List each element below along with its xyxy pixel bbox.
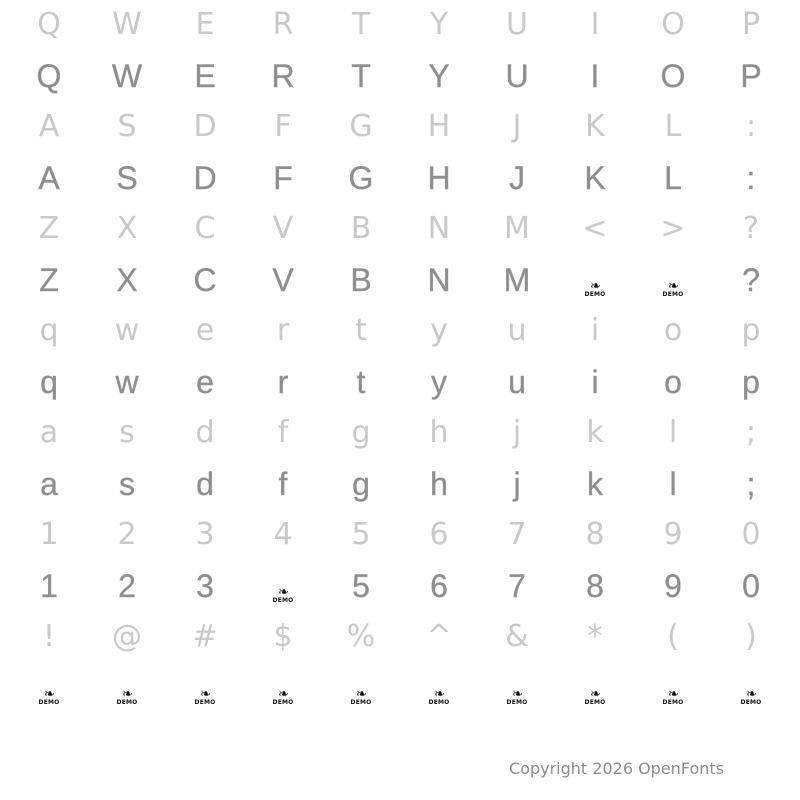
demo-stamp-leaves: ❧ (746, 685, 756, 701)
demo-stamp-label: DEMO (194, 698, 216, 706)
glyph-cell: ; (745, 415, 757, 450)
glyph-cell: K (585, 109, 605, 144)
demo-stamp-label: DEMO (272, 698, 294, 706)
glyph-cell: s (119, 415, 135, 450)
glyph-cell: L (664, 109, 682, 144)
glyph-cell: % (346, 619, 376, 654)
glyph-cell: I (590, 7, 600, 42)
demo-stamp-icon (400, 671, 478, 706)
glyph-cell: q (39, 313, 59, 348)
glyph-cell: g (352, 466, 370, 502)
glyph-cell: M (503, 262, 531, 298)
glyph-cell: g (351, 415, 371, 450)
demo-stamp-leaves: ❧ (590, 685, 600, 701)
demo-stamp-leaves: ❧ (356, 685, 366, 701)
demo-stamp-leaves: ❧ (512, 685, 522, 701)
glyph-cell: D (193, 160, 217, 196)
glyph-cell: l (669, 466, 677, 502)
glyph-cell: * (587, 619, 603, 654)
demo-stamp-icon (244, 671, 322, 706)
glyph-cell: 1 (40, 568, 58, 604)
glyph-cell: o (663, 313, 683, 348)
demo-stamp-icon (478, 671, 556, 706)
glyph-cell: h (430, 466, 448, 502)
glyph-cell: 6 (430, 568, 448, 604)
glyph-cell: d (196, 466, 214, 502)
copyright-notice: Copyright 2026 OpenFonts (509, 759, 724, 778)
glyph-cell: : (745, 109, 757, 144)
glyph-cell: E (194, 58, 216, 94)
sample-glyph-row (0, 50, 800, 102)
glyph-cell: R (271, 58, 295, 94)
glyph-cell: e (195, 313, 215, 348)
glyph-cell: p (741, 313, 761, 348)
demo-stamp-label: DEMO (38, 698, 60, 706)
demo-stamp-icon (712, 671, 790, 706)
glyph-cell: H (427, 109, 451, 144)
demo-stamp-icon (88, 671, 166, 706)
glyph-cell: j (512, 415, 522, 450)
glyph-cell: @ (112, 619, 142, 654)
demo-stamp-leaves: ❧ (668, 277, 678, 293)
glyph-cell: 6 (429, 517, 449, 552)
demo-stamp-label: DEMO (116, 698, 138, 706)
glyph-cell: Z (38, 211, 60, 246)
glyph-cell: X (116, 211, 138, 246)
demo-stamp-leaves: ❧ (278, 685, 288, 701)
reference-glyph-row (0, 0, 800, 50)
glyph-cell: w (115, 364, 139, 400)
glyph-cell: f (277, 415, 289, 450)
demo-stamp-icon (10, 671, 88, 706)
demo-stamp-icon (634, 263, 712, 298)
demo-stamp-leaves: ❧ (44, 685, 54, 701)
demo-stamp-leaves: ❧ (434, 685, 444, 701)
glyph-cell: 8 (586, 568, 604, 604)
reference-glyph-row (0, 102, 800, 152)
demo-stamp-label: DEMO (506, 698, 528, 706)
glyph-cell: t (355, 313, 367, 348)
glyph-cell: A (38, 160, 60, 196)
demo-stamp-icon (244, 569, 322, 604)
glyph-cell: q (40, 364, 58, 400)
glyph-cell: D (193, 109, 217, 144)
demo-stamp-label: DEMO (584, 698, 606, 706)
glyph-cell: y (430, 313, 448, 348)
glyph-cell: 9 (664, 568, 682, 604)
glyph-cell: R (272, 7, 294, 42)
glyph-cell: E (195, 7, 215, 42)
glyph-cell: G (348, 160, 374, 196)
glyph-cell: 0 (742, 568, 760, 604)
glyph-cell: N (427, 262, 451, 298)
glyph-cell: 2 (117, 517, 137, 552)
demo-stamp-leaves: ❧ (200, 685, 210, 701)
glyph-cell: O (660, 58, 686, 94)
reference-glyph-row (0, 408, 800, 458)
glyph-cell: U (506, 7, 528, 42)
glyph-cell: ; (746, 466, 756, 502)
glyph-cell: p (742, 364, 760, 400)
glyph-cell: ! (42, 619, 56, 654)
glyph-cell: Y (429, 7, 449, 42)
demo-stamp-label: DEMO (662, 698, 684, 706)
glyph-cell: 3 (196, 568, 214, 604)
reference-glyph-row (0, 306, 800, 356)
glyph-cell: h (429, 415, 449, 450)
glyph-cell: > (660, 211, 686, 246)
demo-stamp-icon (556, 263, 634, 298)
reference-glyph-row (0, 204, 800, 254)
sample-glyph-row (0, 356, 800, 408)
demo-stamp-label: DEMO (584, 290, 606, 298)
glyph-cell: k (586, 415, 604, 450)
glyph-cell: a (40, 466, 58, 502)
glyph-cell: V (272, 211, 294, 246)
glyph-cell: P (740, 58, 762, 94)
sample-glyph-row (0, 254, 800, 306)
demo-stamp-leaves: ❧ (278, 583, 288, 599)
demo-stamp-label: DEMO (428, 698, 450, 706)
glyph-cell: O (661, 7, 685, 42)
glyph-cell: 7 (507, 517, 527, 552)
demo-stamp-label: DEMO (662, 290, 684, 298)
glyph-cell: : (746, 160, 756, 196)
glyph-cell: ? (743, 211, 759, 246)
glyph-cell: 3 (195, 517, 215, 552)
glyph-cell: J (512, 109, 522, 144)
glyph-cell: Q (37, 7, 61, 42)
reference-glyph-row (0, 510, 800, 560)
glyph-cell: 9 (663, 517, 683, 552)
glyph-cell: F (273, 160, 293, 196)
glyph-cell: r (277, 364, 289, 400)
glyph-cell: 4 (273, 517, 293, 552)
glyph-cell: J (509, 160, 525, 196)
glyph-cell: Z (39, 262, 59, 298)
glyph-cell: ) (745, 619, 757, 654)
glyph-cell: 1 (39, 517, 59, 552)
glyph-cell: V (272, 262, 294, 298)
glyph-cell: 2 (118, 568, 136, 604)
demo-stamp-label: DEMO (272, 596, 294, 604)
glyph-cell: l (668, 415, 678, 450)
demo-stamp-icon (634, 671, 712, 706)
sample-glyph-row (0, 560, 800, 612)
glyph-cell: W (112, 7, 142, 42)
glyph-cell: F (274, 109, 292, 144)
demo-stamp-leaves: ❧ (590, 277, 600, 293)
glyph-cell: ( (667, 619, 679, 654)
glyph-cell: Q (36, 58, 62, 94)
glyph-cell: i (591, 364, 599, 400)
glyph-cell: X (116, 262, 138, 298)
glyph-cell: $ (273, 619, 293, 654)
demo-stamp-leaves: ❧ (668, 685, 678, 701)
glyph-cell: 0 (741, 517, 761, 552)
glyph-cell: B (350, 262, 372, 298)
glyph-cell: a (39, 415, 59, 450)
demo-stamp-label: DEMO (350, 698, 372, 706)
demo-stamp-icon (166, 671, 244, 706)
glyph-cell: L (664, 160, 682, 196)
reference-glyph-row (0, 612, 800, 662)
glyph-cell: e (196, 364, 214, 400)
demo-stamp-label: DEMO (740, 698, 762, 706)
glyph-cell: S (117, 109, 137, 144)
glyph-cell: Y (428, 58, 450, 94)
glyph-cell: W (111, 58, 143, 94)
glyph-cell: N (427, 211, 451, 246)
sample-glyph-row (0, 152, 800, 204)
glyph-cell: u (507, 313, 527, 348)
demo-stamp-icon (556, 671, 634, 706)
glyph-cell: ^ (426, 619, 452, 654)
glyph-cell: A (38, 109, 60, 144)
glyph-cell: d (195, 415, 215, 450)
glyph-cell: u (508, 364, 526, 400)
glyph-cell: G (349, 109, 373, 144)
glyph-cell: ? (742, 262, 760, 298)
glyph-cell: r (276, 313, 290, 348)
demo-stamp-icon (322, 671, 400, 706)
glyph-cell: 5 (351, 517, 371, 552)
glyph-cell: T (351, 58, 371, 94)
glyph-cell: 8 (585, 517, 605, 552)
glyph-cell: < (582, 211, 608, 246)
glyph-cell: t (356, 364, 366, 400)
glyph-cell: T (351, 7, 371, 42)
sample-glyph-row (0, 458, 800, 510)
glyph-cell: i (590, 313, 600, 348)
glyph-cell: 7 (508, 568, 526, 604)
glyph-cell: P (741, 7, 761, 42)
glyph-cell: C (193, 262, 217, 298)
glyph-cell: S (116, 160, 138, 196)
glyph-cell: k (587, 466, 603, 502)
glyph-cell: s (119, 466, 135, 502)
sample-glyph-row (0, 662, 800, 714)
glyph-cell: H (427, 160, 451, 196)
glyph-cell: M (504, 211, 530, 246)
glyph-cell: # (192, 619, 218, 654)
glyph-cell: C (194, 211, 216, 246)
glyph-cell: U (505, 58, 529, 94)
glyph-cell: 5 (352, 568, 370, 604)
glyph-cell: f (278, 466, 288, 502)
demo-stamp-leaves: ❧ (122, 685, 132, 701)
glyph-cell: & (505, 619, 529, 654)
glyph-cell: K (584, 160, 606, 196)
glyph-cell: y (431, 364, 447, 400)
glyph-cell: w (114, 313, 140, 348)
glyph-cell: j (513, 466, 521, 502)
glyph-cell: o (664, 364, 682, 400)
glyph-cell: B (350, 211, 372, 246)
glyph-cell: I (590, 58, 600, 94)
